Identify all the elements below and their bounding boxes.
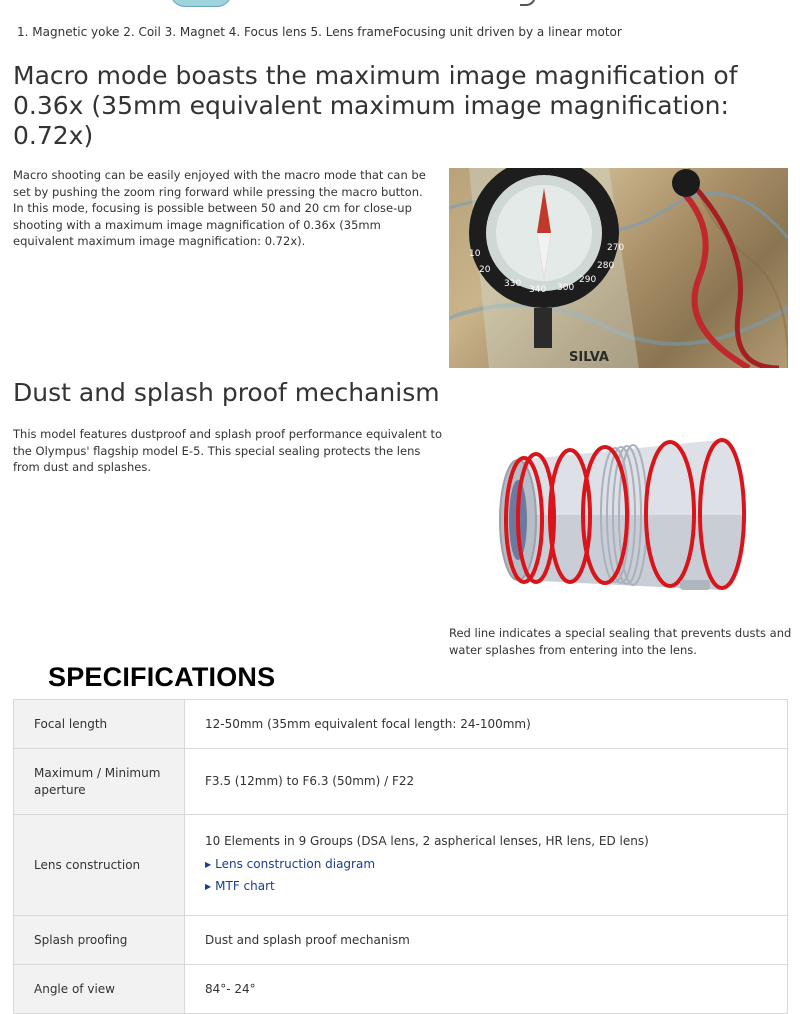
macro-heading: Macro mode boasts the maximum image magnification of 0.36x (35mm equivalent maximum image magnification: 0.72x) — [13, 61, 738, 150]
lens-construction-text: 10 Elements in 9 Groups (DSA lens, 2 aspherical lenses, HR lens, ED lens) — [205, 834, 649, 849]
specifications-heading: SPECIFICATIONS — [48, 662, 276, 692]
lens-construction-diagram-link-label: Lens construction diagram — [215, 856, 376, 871]
spec-label-aperture: Maximum / Minimum aperture — [14, 749, 185, 815]
bezel-label-330: 330 — [504, 279, 522, 289]
spec-label-splash-proofing: Splash proofing — [14, 916, 185, 965]
lens-sealing-illustration — [490, 430, 750, 610]
spec-label-focal-length: Focal length — [14, 700, 185, 749]
compass-illustration — [449, 168, 788, 368]
top-figure-fragment-2 — [520, 0, 536, 6]
lens-sealing-svg — [490, 430, 750, 610]
dust-splash-description: This model features dustproof and splash proof performance equivalent to the Olympus' flagship model E-5. This special sealing protects the lens from dust and splashes. — [13, 427, 443, 474]
table-row — [14, 916, 788, 965]
bezel-label-280: 280 — [597, 261, 615, 271]
table-row — [14, 965, 788, 1014]
table-row — [14, 749, 788, 815]
top-figure-fragment — [170, 0, 232, 7]
lens-construction-diagram-link[interactable] — [205, 856, 787, 875]
triangle-right-icon: ▶ — [205, 882, 212, 892]
spec-value-angle-of-view: 84°- 24° — [185, 965, 788, 1014]
bezel-label-340: 340 — [529, 285, 547, 295]
spec-value-focal-length: 12-50mm (35mm equivalent focal length: 24-100mm) — [185, 700, 788, 749]
macro-description: Macro shooting can be easily enjoyed with the macro mode that can be set by pushing the zoom ring forward while pressing the macro button. In this mode, focusing is possible between 50 and 20 cm for close-up shooting with a maximum image magnification of 0.36x (35mm equivalent maximum image magnification: 0.72x). — [13, 168, 426, 248]
bezel-label-290: 290 — [579, 275, 597, 285]
triangle-right-icon: ▶ — [205, 859, 212, 869]
focusing-unit-caption: 1. Magnetic yoke 2. Coil 3. Magnet 4. Focus lens 5. Lens frameFocusing unit driven by a linear motor — [17, 25, 622, 39]
bezel-label-20: 20 — [479, 265, 491, 275]
spec-value-lens-construction — [185, 815, 788, 916]
table-row — [14, 700, 788, 749]
bezel-label-10: 10 — [469, 249, 481, 259]
mtf-chart-link[interactable] — [205, 878, 787, 897]
brand-label: SILVA — [569, 350, 609, 365]
bezel-label-270: 270 — [607, 243, 625, 253]
spec-label-angle-of-view: Angle of view — [14, 965, 185, 1014]
lens-sealing-caption: Red line indicates a special sealing that prevents dusts and water splashes from entering into the lens. — [449, 626, 792, 657]
macro-compass-photo — [449, 168, 788, 368]
mtf-chart-link-label: MTF chart — [215, 879, 275, 894]
spec-value-splash-proofing: Dust and splash proof mechanism — [185, 916, 788, 965]
bezel-label-300: 300 — [557, 283, 575, 293]
spec-value-aperture: F3.5 (12mm) to F6.3 (50mm) / F22 — [185, 749, 788, 815]
table-row — [14, 815, 788, 916]
specifications-table — [13, 699, 788, 1014]
spec-label-lens-construction: Lens construction — [14, 815, 185, 916]
dust-splash-heading: Dust and splash proof mechanism — [13, 378, 440, 407]
